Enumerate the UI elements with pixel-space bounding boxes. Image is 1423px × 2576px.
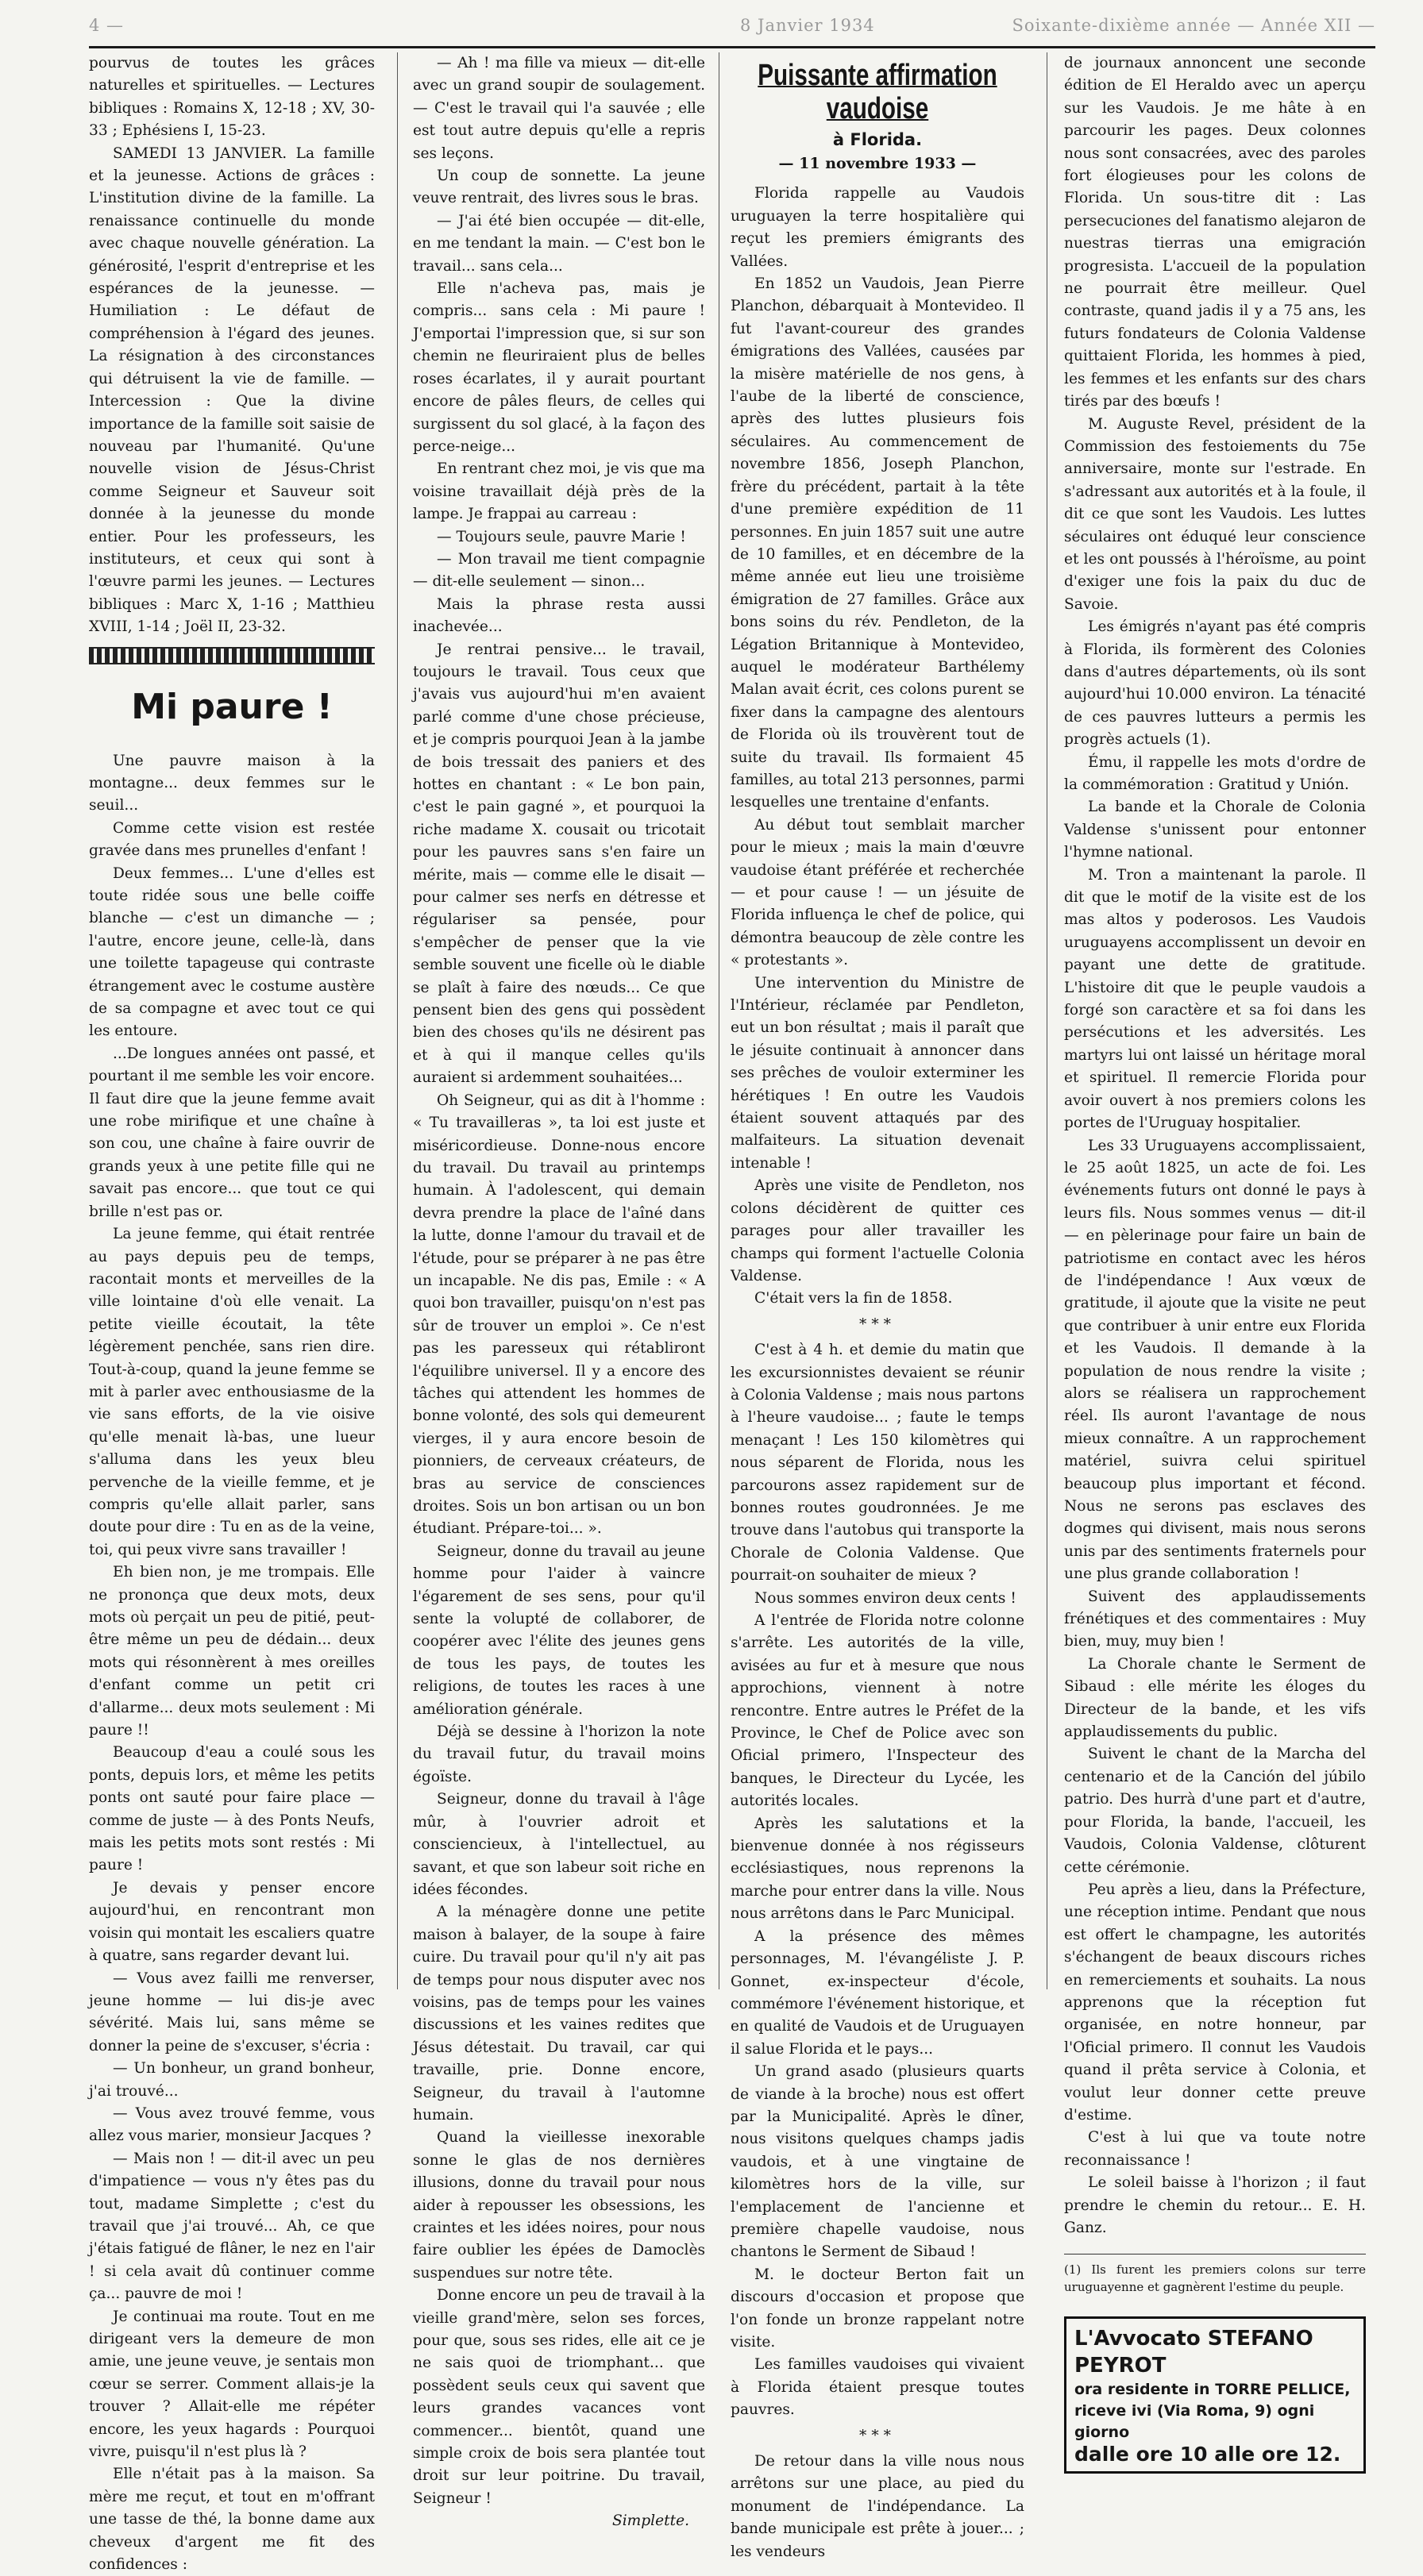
paragraph: M. Tron a maintenant la parole. Il dit que le motif de la visite est de los mas altos y poderosos. Les Vaudois uruguayens accomplissent un devoir en payant une dette de gratitude. L'histoire dit que le peuple vaudois a forgé son caractère et sa foi dans les persécutions et les adversités. Les martyrs lui ont laissé un héritage moral et spirituel. Il remercie Florida pour avoir ouvert à nos premiers colons les portes de l'Uruguay hospitalier. — [1064, 866, 1366, 1132]
paragraph: Florida rappelle au Vaudois uruguayen la terre hospitalière qui reçut les premiers émigrants des Vallées. — [731, 185, 1024, 270]
article-date: — 11 novembre 1933 — — [778, 155, 977, 172]
paragraph: A la présence des mêmes personnages, M. l'évangéliste J. P. Gonnet, ex-inspecteur d'école, commémore l'événement historique, et en qualité de Vaudois et de Uruguayen il salue Florida et le pays... — [731, 1927, 1024, 2058]
paragraph: Seigneur, donne du travail au jeune homme pour l'aider à vaincre l'égarement de ses sens, pour qu'il sente la volupté de collaborer, de coopérer avec l'élite des jeunes gens de tous les pays, de toutes les religions, de toutes les races à une amélioration générale. — [413, 1542, 705, 1718]
advertisement-box — [1064, 2316, 1366, 2474]
column-2 — [413, 52, 705, 2530]
paragraph: En rentrant chez moi, je vis que ma voisine travaillait déjà près de la lampe. Je frappai au carreau : — [413, 460, 705, 523]
paragraph: — Vous avez trouvé femme, vous allez vous marier, monsieur Jacques ? — [89, 2104, 375, 2145]
paragraph: Un coup de sonnette. La jeune veuve rentrait, des livres sous le bras. — [413, 167, 705, 207]
paragraph: Comme cette vision est restée gravée dans mes prunelles d'enfant ! — [89, 819, 375, 860]
paragraph: Les 33 Uruguayens accomplissaient, le 25 août 1825, un acte de foi. Les événements futurs ont donné le pays à leurs fils. Nous sommes venus — dit-il — en pèlerinage pour faire un bain de patriotisme en contact avec les héros de l'indépendance ! Aux vœux de gratitude, il ajoute que la visite ne peut que contribuer à unir entre eux Florida et les Vaudois. Il demande à la population de nous rendre la visite ; alors se réalisera un rapprochement réel. Ils auront l'avantage de nous mieux connaître. A un rapprochement matériel, suivra celui spirituel beaucoup plus important et fécond. Nous ne serons pas esclaves des dogmes qui divisent, mais nous serons unis par des sentiments fraternels pour une plus grande collaboration ! — [1064, 1137, 1366, 1583]
ad-line: ora residente in TORRE PELLICE, — [1074, 2381, 1351, 2399]
author-signature: Simplette. — [611, 2512, 689, 2530]
paragraph: Nous sommes environ deux cents ! — [754, 1589, 1016, 1607]
paragraph: A la ménagère donne une petite maison à balayer, de la soupe à faire cuire. Du travail pour qu'il n'y ait pas de temps pour nous disputer avec nos voisins, pas de temps pour les vaines discussions et les vaines redites que Jésus détestait. Du travail, car qui travaille, prie. Donne encore, Seigneur, du travail à l'automne humain. — [413, 1904, 705, 2124]
ad-line: dalle ore 10 alle ore 12. — [1074, 2443, 1341, 2466]
paragraph: Ému, il rappelle les mots d'ordre de la commémoration : Gratitud y Unión. — [1064, 753, 1366, 793]
paragraph: Une intervention du Ministre de l'Intérieur, réclamée par Pendleton, eut un bon résultat ; mais il paraît que le jésuite continuait à annoncer dans ses prêches de vouloir exterminer les hérétiques ! En outre les Vaudois étaient souvent attaqués par des malfaiteurs. La situation devenait intenable ! — [731, 974, 1024, 1172]
paragraph: de journaux annoncent une seconde édition de El Heraldo avec un aperçu sur les Vaudois. Je me hâte à en parcourir les pages. Deux colonnes nous sont consacrées, avec des paroles fort élogieuses pour les colons de Florida. Un sous-titre dit : Las persecuciones del fanatismo alejaron de nuestras tierras una emigración progresista. L'accueil de la population ne pourrait être meilleur. Quel contraste, quand jadis il y a 75 ans, les futurs fondateurs de Colonia Valdense quittaient Florida, les hommes à pied, les femmes et les enfants sur des chars tirés par des bœufs ! — [1064, 55, 1366, 410]
paragraph: Après une visite de Pendleton, nos colons décidèrent de quitter ces parages pour aller travailler les champs qui forment l'actuelle Colonia Valdense. — [731, 1177, 1024, 1284]
paragraph: Elle n'acheva pas, mais je compris... sans cela : Mi paure ! J'emportai l'impression que, si sur son chemin ne fleuriraient plus de belles roses écarlates, il y aurait pourtant encore de pâles fleurs, de celles qui surgissent du sol glacé, à la façon des perce-neige... — [413, 280, 705, 455]
paragraph: Beaucoup d'eau a coulé sous les ponts, depuis lors, et même les petits ponts ont sauté pour faire place — comme de juste — à des Ponts Neufs, mais les petits mots sont restés : Mi paure ! — [89, 1744, 375, 1874]
paragraph: De retour dans la ville nous nous arrêtons sur une place, au pied du monument de l'indépendance. La bande municipale est prête à jouer... ; les vendeurs — [731, 2453, 1024, 2560]
footnote: (1) Ils furent les premiers colons sur terre uruguayenne et gagnèrent l'estime du peuple. — [1064, 2254, 1366, 2296]
column-4 — [1064, 52, 1366, 2466]
paragraph: Suivent des applaudissements frénétiques et des commentaires : Muy bien, muy, muy bien ! — [1064, 1588, 1366, 1650]
ornament-divider — [89, 647, 375, 664]
column-rule — [397, 52, 398, 1989]
paragraph: — Mon travail me tient compagnie — dit-elle seulement — sinon... — [413, 550, 705, 591]
paragraph: Après les salutations et la bienvenue donnée à nos régisseurs ecclésiastiques, nous reprenons la marche pour entrer dans la ville. Nous nous arrêtons dans le Parc Municipal. — [731, 1815, 1024, 1923]
paragraph: Le soleil baisse à l'horizon ; il faut prendre le chemin du retour... E. H. Ganz. — [1064, 2174, 1366, 2236]
paragraph: Peu après a lieu, dans la Préfecture, une réception intime. Pendant que nous est offert le champagne, les autorités s'échangent de beaux discours riches en remerciements et souhaits. La nous apprenons que la réception fut organisée, en notre honneur, par l'Oficial primero. Il connut les Vaudois quand il prêta service à Colonia, et voulut leur donner cette preuve d'estime. — [1064, 1881, 1366, 2124]
paragraph: — Vous avez failli me renverser, jeune homme — lui dis-je avec sévérité. Mais lui, sans même se donner la peine de s'excuser, s'écria : — [89, 1970, 375, 2054]
issue-date: 8 Janvier 1934 — [740, 16, 875, 35]
paragraph: Une pauvre maison à la montagne... deux femmes sur le seuil... — [89, 752, 375, 814]
paragraph: Mais la phrase resta aussi inachevée... — [413, 595, 705, 636]
paragraph: Eh bien non, je me trompais. Elle ne prononça que deux mots, deux mots où perçait un peu de pitié, peut-être même un peu de dédain... deux mots qui résonnèrent à mes oreilles d'enfant comme un petit cri d'allarme... deux mots seulement : Mi paure !! — [89, 1564, 375, 1739]
paragraph: Donne encore un peu de travail à la vieille grand'mère, selon ses forces, pour que, sous ses rides, elle ait ce je ne sais quoi de triomphant... que possèdent seuls ceux qui savent que leurs grandes vacances vont commencer... bientôt, quand une simple croix de bois sera plantée tout droit sur leur poitrine. Du travail, Seigneur ! — [413, 2287, 705, 2507]
paragraph: SAMEDI 13 JANVIER. La famille et la jeunesse. Actions de grâces : L'institution divine de la famille. La renaissance continuelle du monde avec chaque nouvelle génération. La générosité, l'esprit d'entreprise et les espérances de la jeunesse. — Humiliation : Le défaut de compréhension à l'égard des jeunes. La résignation à des circonstances qui détruisent la vie de famille. — Intercession : Que la divine importance de la famille soit saisie de nouveau par l'humanité. Qu'une nouvelle vision de Jésus-Christ comme Seigneur et Sauveur soit donnée à la jeunesse du monde entier. Pour les professeurs, les instituteurs, et ceux qui sont à l'œuvre parmi les jeunes. — Lectures bibliques : Marc X, 1-16 ; Matthieu XVIII, 1-14 ; Joël II, 23-32. — [89, 144, 375, 636]
section-break: *** — [859, 1315, 896, 1333]
volume-info: Soixante-dixième année — Année XII — — [1012, 16, 1375, 35]
ad-line: L'Avvocato STEFANO PEYROT — [1074, 2327, 1313, 2378]
paragraph: — Toujours seule, pauvre Marie ! — [437, 528, 686, 545]
paragraph: Les familles vaudoises qui vivaient à Florida étaient presque toutes pauvres. — [731, 2356, 1024, 2419]
column-1 — [89, 52, 375, 2574]
paragraph: Les émigrés n'ayant pas été compris à Florida, ils formèrent des Colonies dans d'autres départements, où ils sont aujourd'hui 10.000 environ. La ténacité de ces pauvres lutteurs a permis les progrès actuels (1). — [1064, 618, 1366, 749]
article-headline: Puissante affirmation vaudoise — [758, 59, 997, 125]
paragraph: Je rentrai pensive... le travail, toujours le travail. Tous ceux que j'avais vus aujourd'hui m'en avaient parlé comme d'une chose précieuse, et je compris pourquoi Jean à la jambe de bois tressait des paniers et des hottes en chantant : « Le bon pain, c'est le pain gagné », et pourquoi la riche madame X. cousait ou tricotait pour les pauvres sans s'en faire un mérite, mais — comme elle le disait — pour calmer ses nerfs en détresse et régulariser sa pensée, pour s'empêcher de penser que la vie semble souvent une ficelle où le diable se plaît à faire des nœuds... Ce que pensent bien des gens qui possèdent bien des choses qu'ils ne désirent pas et à qui il manque celles qu'ils auraient si ardemment souhaitées... — [413, 641, 705, 1087]
ad-line: riceve ivi (Via Roma, 9) ogni giorno — [1074, 2402, 1315, 2442]
paragraph: Seigneur, donne du travail à l'âge mûr, à l'ouvrier adroit et consciencieux, à l'intellectuel, au savant, et que son labeur soit riche en idées fécondes. — [413, 1791, 705, 1898]
paragraph: Déjà se dessine à l'horizon la note du travail futur, du travail moins égoïste. — [413, 1723, 705, 1785]
paragraph: Au début tout semblait marcher pour le mieux ; mais la main d'œuvre vaudoise étant préférée et recherchée — et pour cause ! — un jésuite de Florida influença le chef de police, qui démontra beaucoup de zèle contre les « protestants ». — [731, 816, 1024, 969]
paragraph: — Mais non ! — dit-il avec un peu d'impatience — vous n'y êtes pas du tout, madame Simplette ; c'est du travail que j'ai trouvé... Ah, ce que j'étais fatigué de flâner, le nez en l'air ! si cela avait dû continuer comme ça... pauvre de moi ! — [89, 2150, 375, 2303]
paragraph: Oh Seigneur, qui as dit à l'homme : « Tu travailleras », ta loi est juste et miséricordieuse. Donne-nous encore du travail. Du travail au printemps humain. À l'adolescent, qui demain devra prendre la place de l'aîné dans la lutte, donne l'amour du travail et de l'étude, pour se préparer à ne pas être un incapable. Ne dis pas, Emile : « A quoi bon travailler, puisqu'on n'est pas sûr de trouver un emploi ». Ce n'est pas les paresseux qui rétabliront l'équilibre universel. Il y a encore des tâches qui attendent les hommes de bonne volonté, des sols qui demeurent vierges, il y aura encore besoin de pionniers, de cerveaux créateurs, de bras au service de consciences droites. Sois un bon artisan ou un bon étudiant. Prépare-toi... ». — [413, 1092, 705, 1538]
paragraph: Quand la vieillesse inexorable sonne le glas de nos dernières illusions, donne du travail pour nous aider à repousser les obsessions, les craintes et les idées noires, pour nous faire oublier les épées de Damoclès suspendues sur notre tête. — [413, 2129, 705, 2281]
paragraph: La jeune femme, qui était rentrée au pays depuis peu de temps, racontait monts et merveilles de la ville lointaine d'où elle venait. La petite vieille écoutait, la tête légèrement penchée, sans rien dire. Tout-à-coup, quand la jeune femme se mit à parler avec enthousiasme de la vie sans efforts, de la vie oisive qu'elle menait là-bas, une lueur s'alluma dans les yeux bleu pervenche de la vieille femme, et je compris qu'elle allait parler, sans doute pour dire : Tu en as de la veine, toi, qui peux vivre sans travailler ! — [89, 1226, 375, 1558]
paragraph: Je devais y penser encore aujourd'hui, en rencontrant mon voisin qui montait les escaliers quatre à quatre, sans regarder devant lui. — [89, 1879, 375, 1965]
article-subtitle: à Florida. — [832, 130, 923, 149]
paragraph: M. le docteur Berton fait un discours d'occasion et propose que l'on fonde un bronze rappelant notre visite. — [731, 2266, 1024, 2351]
paragraph: La bande et la Chorale de Colonia Valdense s'unissent pour entonner l'hymne national. — [1064, 799, 1366, 861]
paragraph: C'était vers la fin de 1858. — [754, 1290, 953, 1307]
paragraph: Elle n'était pas à la maison. Sa mère me reçut, et tout en m'offrant une tasse de thé, la bonne dame aux cheveux d'argent me fit des confidences : — [89, 2466, 375, 2574]
paragraph: Suivent le chant de la Marcha del centenario et de la Canción del júbilo patrio. Des hurrà d'une part et d'autre, pour Florida, la bande, l'accueil, les Vaudois, Colonia Valdense, clôturent cette cérémonie. — [1064, 1746, 1366, 1876]
column-3 — [731, 52, 1024, 2560]
paragraph: Un grand asado (plusieurs quarts de viande à la broche) nous est offert par la Municipalité. Après le dîner, nous visitons quelques champs jadis vaudois, et à une vingtaine de kilomètres hors de la ville, sur l'emplacement de l'ancienne et première chapelle vaudoise, nous chantons le Serment de Sibaud ! — [731, 2063, 1024, 2261]
page-number: 4 — — [89, 16, 125, 35]
running-header — [89, 11, 1375, 48]
paragraph: M. Auguste Revel, président de la Commission des festoiements du 75e anniversaire, monte sur l'estrade. En s'adressant aux autorités et à la foule, il dit ce que sont les Vaudois. Les luttes séculaires ont éduqué leur conscience et les ont poussés à l'héroïsme, au point d'exiger une fois la paix du duc de Savoie. — [1064, 415, 1366, 613]
paragraph: En 1852 un Vaudois, Jean Pierre Planchon, débarquait à Montevideo. Il fut l'avant-coureur des grandes émigrations des Vallées, causées par la misère matérielle de nos gens, à l'aube de la liberté de conscience, après des luttes plusieurs fois séculaires. Au commencement de novembre 1856, Joseph Planchon, frère du précédent, partait à la tête d'une première expédition de 11 personnes. En juin 1857 suit une autre de 10 familles, et en décembre de la même année eut lieu une troisième émigration de 27 familles. Grâce aux bons soins du rév. Pendleton, de la Légation Britannique à Montevideo, auquel le modérateur Barthélemy Malan avait écrit, ces colons purent se fixer dans la campagne des alentours de Florida où ils trouvèrent tout de suite du travail. Ils formaient 45 familles, au total 213 personnes, parmi lesquelles une trentaine d'enfants. — [731, 275, 1024, 811]
paragraph: — Un bonheur, un grand bonheur, j'ai trouvé... — [89, 2060, 375, 2100]
paragraph: — J'ai été bien occupée — dit-elle, en me tendant la main. — C'est bon le travail... sans cela... — [413, 212, 705, 275]
paragraph: A l'entrée de Florida notre colonne s'arrête. Les autorités de la ville, avisées au fur et à mesure que nous approchions, viennent à notre rencontre. Entre autres le Préfet de la Province, le Chef de Police avec son Oficial primero, l'Inspecteur des banques, le Directeur du Lycée, les autorités locales. — [731, 1612, 1024, 1810]
paragraph: C'est à lui que va toute notre reconnaissance ! — [1064, 2129, 1366, 2169]
paragraph: C'est à 4 h. et demie du matin que les excursionnistes devaient se réunir à Colonia Valdense ; mais nous partons à l'heure vaudoise... ; faute le temps menaçant ! Les 150 kilomètres qui nous séparent de Florida, nous les parcourons assez rapidement sur de bonnes routes goudronnées. Je me trouve dans l'autobus qui transporte la Chorale de Colonia Valdense. Que pourrait-on souhaiter de mieux ? — [731, 1342, 1024, 1584]
paragraph: Je continuai ma route. Tout en me dirigeant vers la demeure de mon amie, une jeune veuve, je sentais mon cœur se serrer. Comment allais-je la trouver ? Allait-elle me répéter encore, les yeux hagards : Pourquoi vivre, puisqu'il n'est plus là ? — [89, 2308, 375, 2461]
paragraph: La Chorale chante le Serment de Sibaud : elle mérite les éloges du Directeur de la bande, et les vifs applaudissements du public. — [1064, 1655, 1366, 1741]
paragraph: ...De longues années ont passé, et pourtant il me semble les voir encore. Il faut dire que la jeune femme avait une robe mirifique et une chaîne à son cou, une chaîne à faire ouvrir de grands yeux à une petite fille qui ne savait pas encore... que tout ce qui brille n'est pas or. — [89, 1045, 375, 1220]
section-break: *** — [859, 2427, 896, 2444]
paragraph: pourvus de toutes les grâces naturelles et spirituelles. — Lectures bibliques : Romains X, 12-18 ; XV, 30-33 ; Ephésiens I, 15-23. — [89, 55, 375, 140]
paragraph: Deux femmes... L'une d'elles est toute ridée sous une belle coiffe blanche — c'est un dimanche — ; l'autre, encore jeune, celle-là, dans une toilette tapageuse qui contraste étrangement avec le costume austère de sa compagne et avec tout ce qui les entoure. — [89, 864, 375, 1040]
article-title: Mi paure ! — [131, 686, 333, 727]
paragraph: — Ah ! ma fille va mieux — dit-elle avec un grand soupir de soulagement. — C'est le travail qui l'a sauvée ; elle est tout autre depuis qu'elle a repris ses leçons. — [413, 55, 705, 162]
